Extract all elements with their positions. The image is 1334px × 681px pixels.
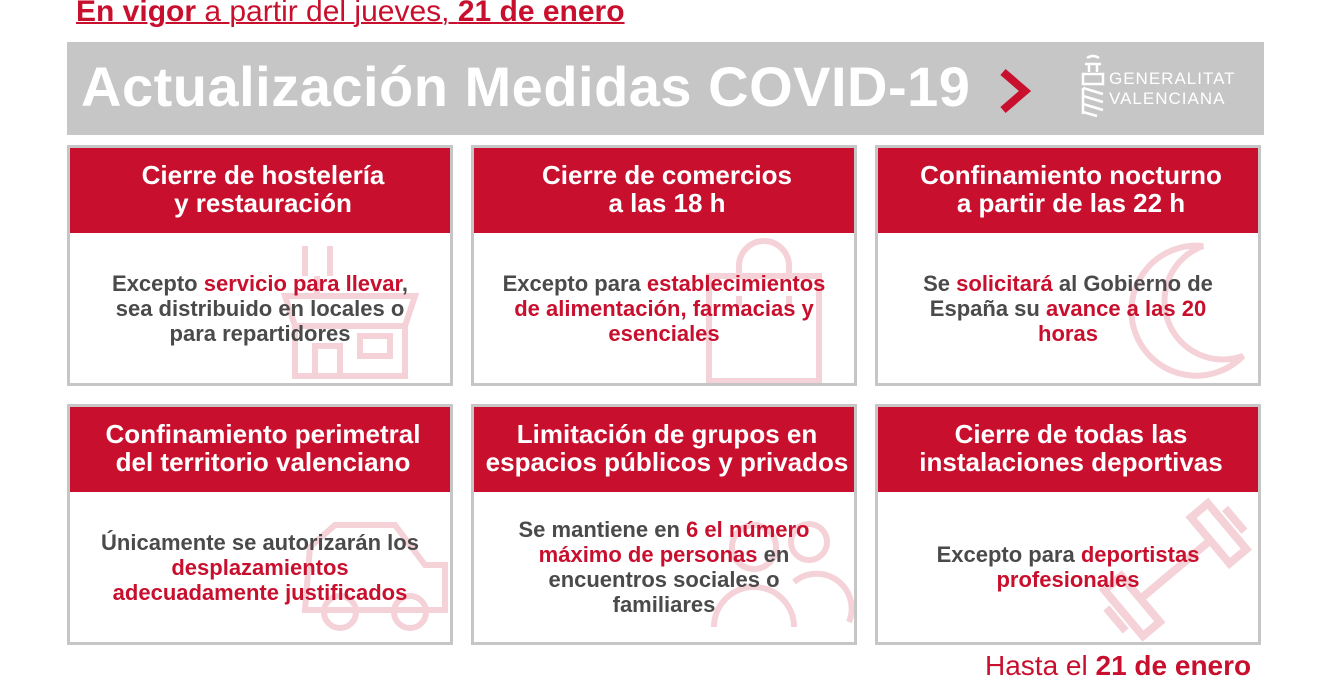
valid-until-date: 21 de enero [1095, 650, 1252, 681]
card-body-text [904, 542, 1232, 592]
card-title [67, 404, 453, 492]
card-title [471, 145, 857, 233]
card-body-text [96, 271, 424, 346]
highlight-text: 6 el número máximo de personas [538, 517, 810, 567]
page-title: Actualización Medidas COVID-19 [81, 55, 971, 118]
highlight-text: avance a las 20 horas [1038, 295, 1207, 346]
card-title [471, 404, 857, 492]
body-text: Únicamente se autorizarán los [101, 529, 419, 555]
measure-card-perimeter [67, 404, 453, 645]
body-text: al Gobierno de España su [929, 270, 1213, 321]
valid-until-label: Hasta el [985, 650, 1096, 681]
body-text: Se mantiene en [518, 517, 687, 542]
card-body [474, 492, 854, 642]
card-title-line-2: a partir de las 22 h [956, 188, 1186, 218]
generalitat-logo-text [1109, 69, 1236, 109]
generalitat-logo-icon [1073, 52, 1113, 124]
body-text: Se [923, 270, 957, 296]
card-body [70, 233, 450, 383]
effective-date: 21 de enero [457, 0, 625, 28]
measure-card-shops [471, 145, 857, 386]
card-body-text [904, 271, 1232, 346]
body-text: Excepto para [936, 542, 1081, 567]
logo-line-1: GENERALITAT [1109, 69, 1236, 88]
body-text: , sea distribuido en locales o para repartidores [115, 270, 408, 346]
card-title [67, 145, 453, 233]
title-banner [67, 42, 1264, 135]
logo-line-2: VALENCIANA [1109, 89, 1226, 108]
card-body [878, 492, 1258, 642]
card-title-line-1: Cierre de comercios [541, 160, 792, 190]
card-title-line-2: a las 18 h [608, 188, 726, 218]
card-title [875, 145, 1261, 233]
body-text: Excepto [112, 270, 204, 296]
highlight-text: deportistas profesionales [996, 542, 1200, 592]
card-title-line-1: Cierre de todas las [954, 419, 1188, 449]
card-title-line-1: Confinamiento perimetral [105, 419, 421, 449]
body-text: en encuentros sociales o familiares [548, 542, 790, 617]
body-text: Excepto para [502, 270, 647, 296]
card-title-line-1: Confinamiento nocturno [920, 160, 1222, 190]
card-body [878, 233, 1258, 383]
card-title-line-2: espacios públicos y privados [485, 447, 849, 477]
measure-card-curfew [875, 145, 1261, 386]
highlight-text: solicitará [956, 270, 1053, 296]
card-title-line-2: del territorio valenciano [115, 447, 411, 477]
card-title-line-2: instalaciones deportivas [919, 447, 1223, 477]
card-title-line-1: Limitación de grupos en [516, 419, 818, 449]
chevron-right-icon [995, 66, 1035, 116]
effective-label: En vigor [76, 0, 197, 28]
highlight-text: servicio para llevar [203, 270, 402, 296]
valid-until-line [985, 651, 1251, 681]
card-body-text [96, 530, 424, 605]
measure-card-sports [875, 404, 1261, 645]
measure-card-hospitality [67, 145, 453, 386]
highlight-text: desplazamientos adecuadamente justificados [112, 554, 408, 605]
effective-date-line [76, 0, 625, 32]
card-body [70, 492, 450, 642]
card-title [875, 404, 1261, 492]
card-body [474, 233, 854, 383]
highlight-text: establecimientos de alimentación, farmacias y esenciales [514, 270, 826, 346]
card-body-text [500, 271, 828, 346]
card-title-line-2: y restauración [174, 188, 352, 218]
card-body-text [500, 517, 828, 617]
card-title-line-1: Cierre de hostelería [141, 160, 385, 190]
effective-middle: a partir del jueves, [196, 0, 458, 28]
measure-card-groups [471, 404, 857, 645]
